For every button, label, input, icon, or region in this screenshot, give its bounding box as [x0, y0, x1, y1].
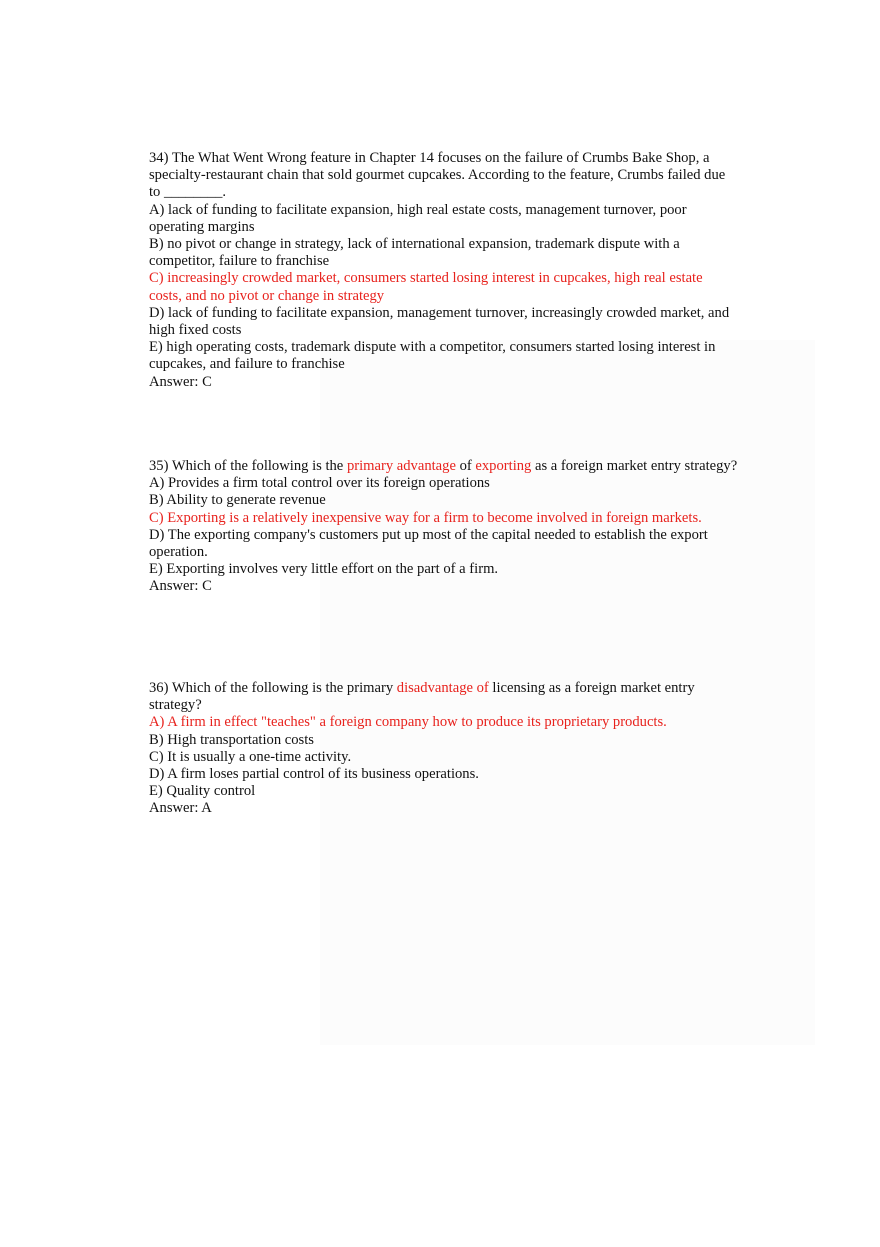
stem-highlight: exporting	[475, 458, 532, 474]
option-e: E) Quality control	[149, 783, 256, 800]
stem-text: licensing as a foreign market entry strategy?	[149, 680, 695, 714]
stem-highlight: disadvantage of	[396, 680, 489, 696]
option-b: B) High transportation costs	[149, 731, 314, 748]
option-e: E) high operating costs, trademark dispute with a competitor, consumers started losing interest in cupcakes, and failure to franchise	[149, 339, 716, 373]
option-c: C) It is usually a one-time activity.	[149, 748, 352, 765]
option-e: E) Exporting involves very little effort on the part of a firm.	[149, 561, 499, 578]
option-d: D) A firm loses partial control of its business operations.	[149, 766, 479, 783]
question-stem	[149, 458, 739, 475]
option-c-correct: C) Exporting is a relatively inexpensive way for a firm to become involved in foreign markets.	[149, 509, 702, 526]
option-d: D) lack of funding to facilitate expansion, management turnover, increasingly crowded market, and high fixed costs	[149, 304, 730, 339]
question-stem: 34) The What Went Wrong feature in Chapter 14 focuses on the failure of Crumbs Bake Shop, a specialty-restaurant chain that sold gourmet cupcakes. According to the feature, Crumbs failed due to ________.	[149, 150, 726, 201]
answer: Answer: C	[149, 373, 212, 390]
option-b: B) no pivot or change in strategy, lack of international expansion, trademark dispute with a competitor, failure to franchise	[149, 236, 680, 270]
question-36	[149, 680, 739, 818]
stem-highlight: primary advantage	[346, 458, 456, 474]
stem-text: 35) Which of the following is the	[149, 458, 347, 474]
question-34	[149, 150, 739, 391]
stem-text: 36) Which of the following is the primary	[149, 680, 397, 696]
option-b: B) Ability to generate revenue	[149, 492, 326, 509]
option-c-correct: C) increasingly crowded market, consumers started losing interest in cupcakes, high real estate costs, and no pivot or change in strategy	[149, 270, 703, 304]
answer: Answer: A	[149, 800, 212, 817]
stem-text: as a foreign market entry strategy?	[531, 458, 738, 474]
option-a: A) Provides a firm total control over its foreign operations	[149, 475, 490, 492]
option-a-correct: A) A firm in effect "teaches" a foreign company how to produce its proprietary products.	[149, 714, 667, 731]
option-a: A) lack of funding to facilitate expansion, high real estate costs, management turnover, poor operating margins	[149, 201, 687, 235]
question-stem	[149, 680, 739, 714]
question-35	[149, 458, 739, 596]
answer: Answer: C	[149, 578, 212, 595]
option-d: D) The exporting company's customers put up most of the capital needed to establish the export operation.	[149, 526, 708, 561]
stem-text: of	[455, 458, 476, 474]
